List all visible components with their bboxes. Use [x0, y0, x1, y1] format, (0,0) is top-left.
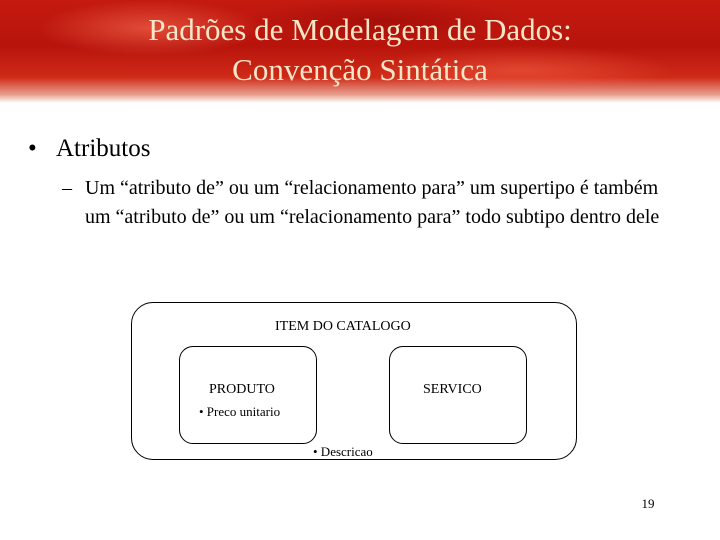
title-banner	[0, 0, 720, 103]
supertype-attribute: • Descricao	[313, 444, 373, 459]
subtype-name-produto: PRODUTO	[209, 382, 275, 397]
bullet-dot-icon: •	[28, 135, 37, 162]
bullet-text: Atributos	[56, 135, 151, 162]
slide-title-line-1: Padrões de Modelagem de Dados:	[148, 12, 572, 47]
supertype-box	[131, 302, 577, 460]
subtype-attribute-produto: • Preco unitario	[199, 404, 281, 419]
supertype-name: ITEM DO CATALOGO	[275, 319, 411, 334]
slide-title-line-2: Convenção Sintática	[232, 52, 488, 87]
subtype-name-servico: SERVICO	[423, 382, 482, 397]
sub-bullet-text: Um “atributo de” ou um “relacionamento para” um supertipo é também um “atributo de” ou um “relacionamento para” todo subtipo dentro dele	[85, 177, 660, 228]
page-number: 19	[641, 496, 655, 511]
dash-bullet-icon: –	[62, 177, 72, 199]
bullet-item	[28, 135, 150, 163]
sub-bullet-item	[62, 174, 682, 232]
slide-title	[0, 10, 720, 90]
